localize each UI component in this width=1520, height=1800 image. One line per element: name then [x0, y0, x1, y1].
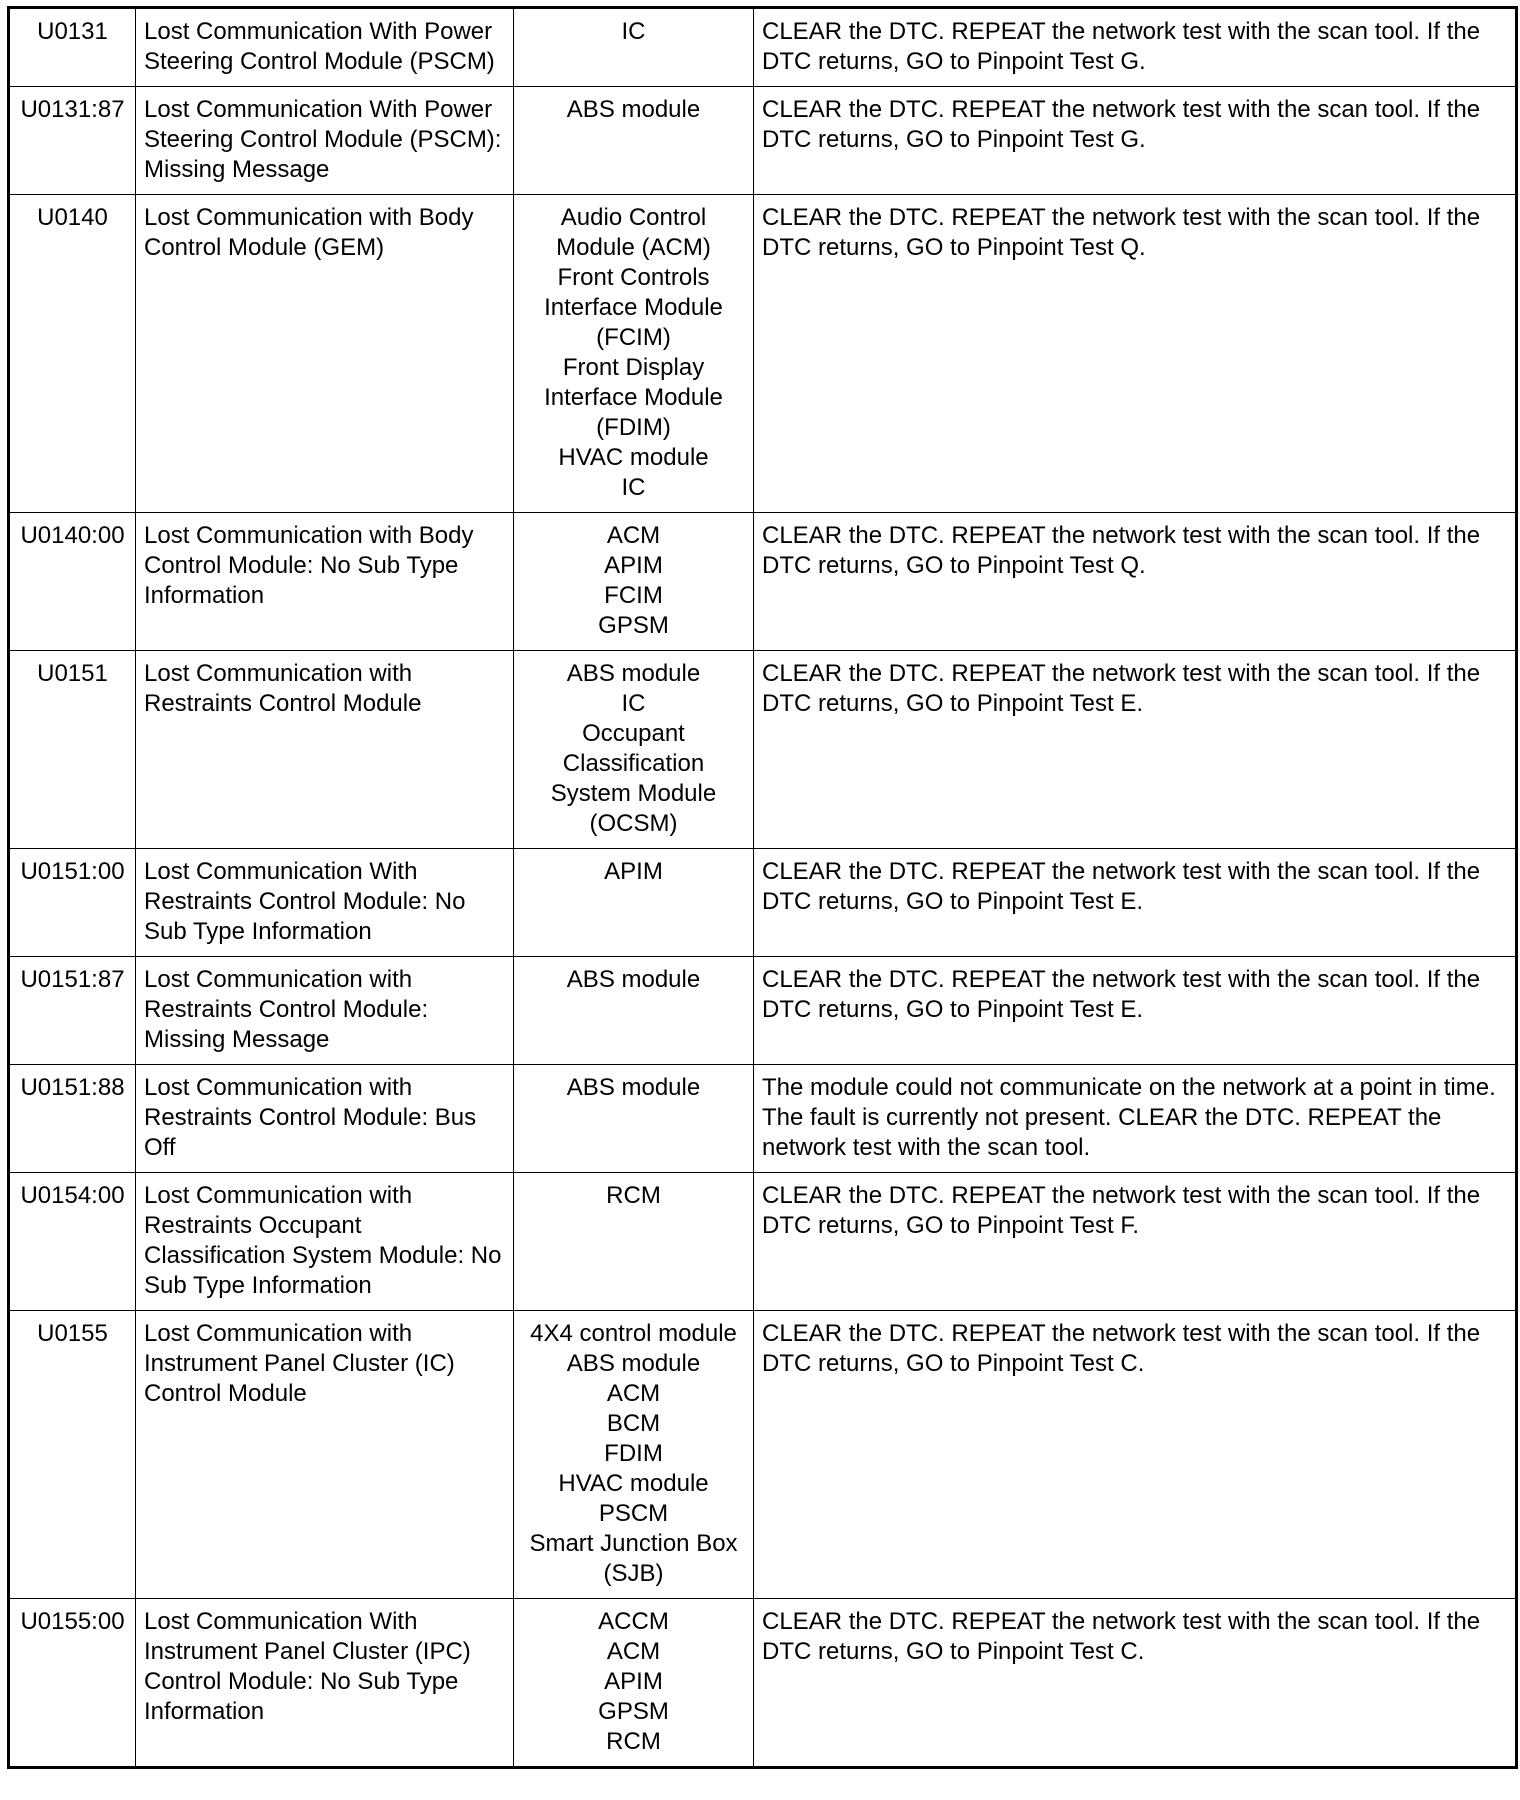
- dtc-code-cell: U0151:87: [9, 957, 136, 1065]
- dtc-table: [7, 6, 1518, 1769]
- module-name: Occupant Classification System Module (OCSM): [550, 720, 717, 837]
- module-name: ABS module: [566, 660, 701, 687]
- action-cell: The module could not communicate on the network at a point in time. The fault is currently not present. CLEAR the DTC. REPEAT the network test with the scan tool.: [754, 1065, 1517, 1173]
- action-cell: CLEAR the DTC. REPEAT the network test with the scan tool. If the DTC returns, GO to Pinpoint Test F.: [754, 1173, 1517, 1311]
- dtc-table-body: [9, 8, 1517, 1768]
- module-name: Audio Control Module (ACM): [556, 204, 711, 261]
- module-name: IC: [621, 18, 646, 45]
- module-name: BCM: [606, 1410, 661, 1437]
- dtc-description-cell: Lost Communication with Restraints Control Module: Missing Message: [136, 957, 514, 1065]
- dtc-code-cell: U0131: [9, 8, 136, 87]
- module-name: ACM: [606, 1380, 661, 1407]
- dtc-description-cell: Lost Communication with Body Control Module: No Sub Type Information: [136, 513, 514, 651]
- dtc-description-cell: Lost Communication With Restraints Control Module: No Sub Type Information: [136, 849, 514, 957]
- table-row: [9, 1173, 1517, 1311]
- dtc-code-cell: U0151:88: [9, 1065, 136, 1173]
- modules-cell: [514, 651, 754, 849]
- module-name: FCIM: [604, 582, 663, 609]
- action-cell: CLEAR the DTC. REPEAT the network test with the scan tool. If the DTC returns, GO to Pinpoint Test C.: [754, 1599, 1517, 1768]
- dtc-description-cell: Lost Communication With Instrument Panel Cluster (IPC) Control Module: No Sub Type Information: [136, 1599, 514, 1768]
- modules-cell: [514, 1173, 754, 1311]
- module-name: ACCM: [598, 1608, 669, 1635]
- module-name: 4X4 control module: [530, 1320, 737, 1347]
- module-name: ABS module: [566, 96, 701, 123]
- action-cell: CLEAR the DTC. REPEAT the network test with the scan tool. If the DTC returns, GO to Pinpoint Test G.: [754, 87, 1517, 195]
- module-name: APIM: [604, 858, 663, 885]
- action-cell: CLEAR the DTC. REPEAT the network test with the scan tool. If the DTC returns, GO to Pinpoint Test Q.: [754, 513, 1517, 651]
- module-name: Smart Junction Box (SJB): [529, 1530, 738, 1587]
- module-name: Front Controls Interface Module (FCIM): [544, 264, 723, 351]
- module-name: ACM: [606, 522, 661, 549]
- module-name: PSCM: [598, 1500, 669, 1527]
- table-row: [9, 8, 1517, 87]
- dtc-code-cell: U0140: [9, 195, 136, 513]
- table-row: [9, 195, 1517, 513]
- dtc-description-cell: Lost Communication With Power Steering Control Module (PSCM): [136, 8, 514, 87]
- modules-cell: [514, 1065, 754, 1173]
- dtc-description-cell: Lost Communication With Power Steering Control Module (PSCM): Missing Message: [136, 87, 514, 195]
- modules-cell: [514, 87, 754, 195]
- table-row: [9, 513, 1517, 651]
- module-name: IC: [621, 690, 646, 717]
- module-name: ACM: [606, 1638, 661, 1665]
- table-row: [9, 1599, 1517, 1768]
- module-name: HVAC module: [558, 444, 709, 471]
- module-name: FDIM: [604, 1440, 663, 1467]
- module-name: RCM: [606, 1728, 661, 1755]
- table-row: [9, 87, 1517, 195]
- action-cell: CLEAR the DTC. REPEAT the network test with the scan tool. If the DTC returns, GO to Pinpoint Test E.: [754, 651, 1517, 849]
- module-name: APIM: [604, 552, 663, 579]
- table-row: [9, 849, 1517, 957]
- table-row: [9, 1065, 1517, 1173]
- dtc-code-cell: U0131:87: [9, 87, 136, 195]
- dtc-code-cell: U0151:00: [9, 849, 136, 957]
- dtc-description-cell: Lost Communication with Restraints Occupant Classification System Module: No Sub Type Information: [136, 1173, 514, 1311]
- module-name: IC: [621, 474, 646, 501]
- dtc-description-cell: Lost Communication with Restraints Control Module: [136, 651, 514, 849]
- dtc-code-cell: U0154:00: [9, 1173, 136, 1311]
- dtc-code-cell: U0155:00: [9, 1599, 136, 1768]
- dtc-code-cell: U0151: [9, 651, 136, 849]
- module-name: ABS module: [566, 1074, 701, 1101]
- table-row: [9, 1311, 1517, 1599]
- module-name: GPSM: [598, 1698, 669, 1725]
- module-name: ABS module: [566, 1350, 701, 1377]
- action-cell: CLEAR the DTC. REPEAT the network test with the scan tool. If the DTC returns, GO to Pinpoint Test E.: [754, 957, 1517, 1065]
- dtc-code-cell: U0140:00: [9, 513, 136, 651]
- modules-cell: [514, 195, 754, 513]
- action-cell: CLEAR the DTC. REPEAT the network test with the scan tool. If the DTC returns, GO to Pinpoint Test Q.: [754, 195, 1517, 513]
- modules-cell: [514, 1311, 754, 1599]
- modules-cell: [514, 8, 754, 87]
- modules-cell: [514, 1599, 754, 1768]
- dtc-description-cell: Lost Communication with Instrument Panel Cluster (IC) Control Module: [136, 1311, 514, 1599]
- modules-cell: [514, 849, 754, 957]
- module-name: APIM: [604, 1668, 663, 1695]
- module-name: HVAC module: [558, 1470, 709, 1497]
- dtc-description-cell: Lost Communication with Restraints Control Module: Bus Off: [136, 1065, 514, 1173]
- modules-cell: [514, 513, 754, 651]
- module-name: ABS module: [566, 966, 701, 993]
- action-cell: CLEAR the DTC. REPEAT the network test with the scan tool. If the DTC returns, GO to Pinpoint Test G.: [754, 8, 1517, 87]
- action-cell: CLEAR the DTC. REPEAT the network test with the scan tool. If the DTC returns, GO to Pinpoint Test C.: [754, 1311, 1517, 1599]
- dtc-code-cell: U0155: [9, 1311, 136, 1599]
- module-name: GPSM: [598, 612, 669, 639]
- table-row: [9, 957, 1517, 1065]
- module-name: Front Display Interface Module (FDIM): [544, 354, 723, 441]
- table-row: [9, 651, 1517, 849]
- action-cell: CLEAR the DTC. REPEAT the network test with the scan tool. If the DTC returns, GO to Pinpoint Test E.: [754, 849, 1517, 957]
- modules-cell: [514, 957, 754, 1065]
- dtc-description-cell: Lost Communication with Body Control Module (GEM): [136, 195, 514, 513]
- module-name: RCM: [606, 1182, 661, 1209]
